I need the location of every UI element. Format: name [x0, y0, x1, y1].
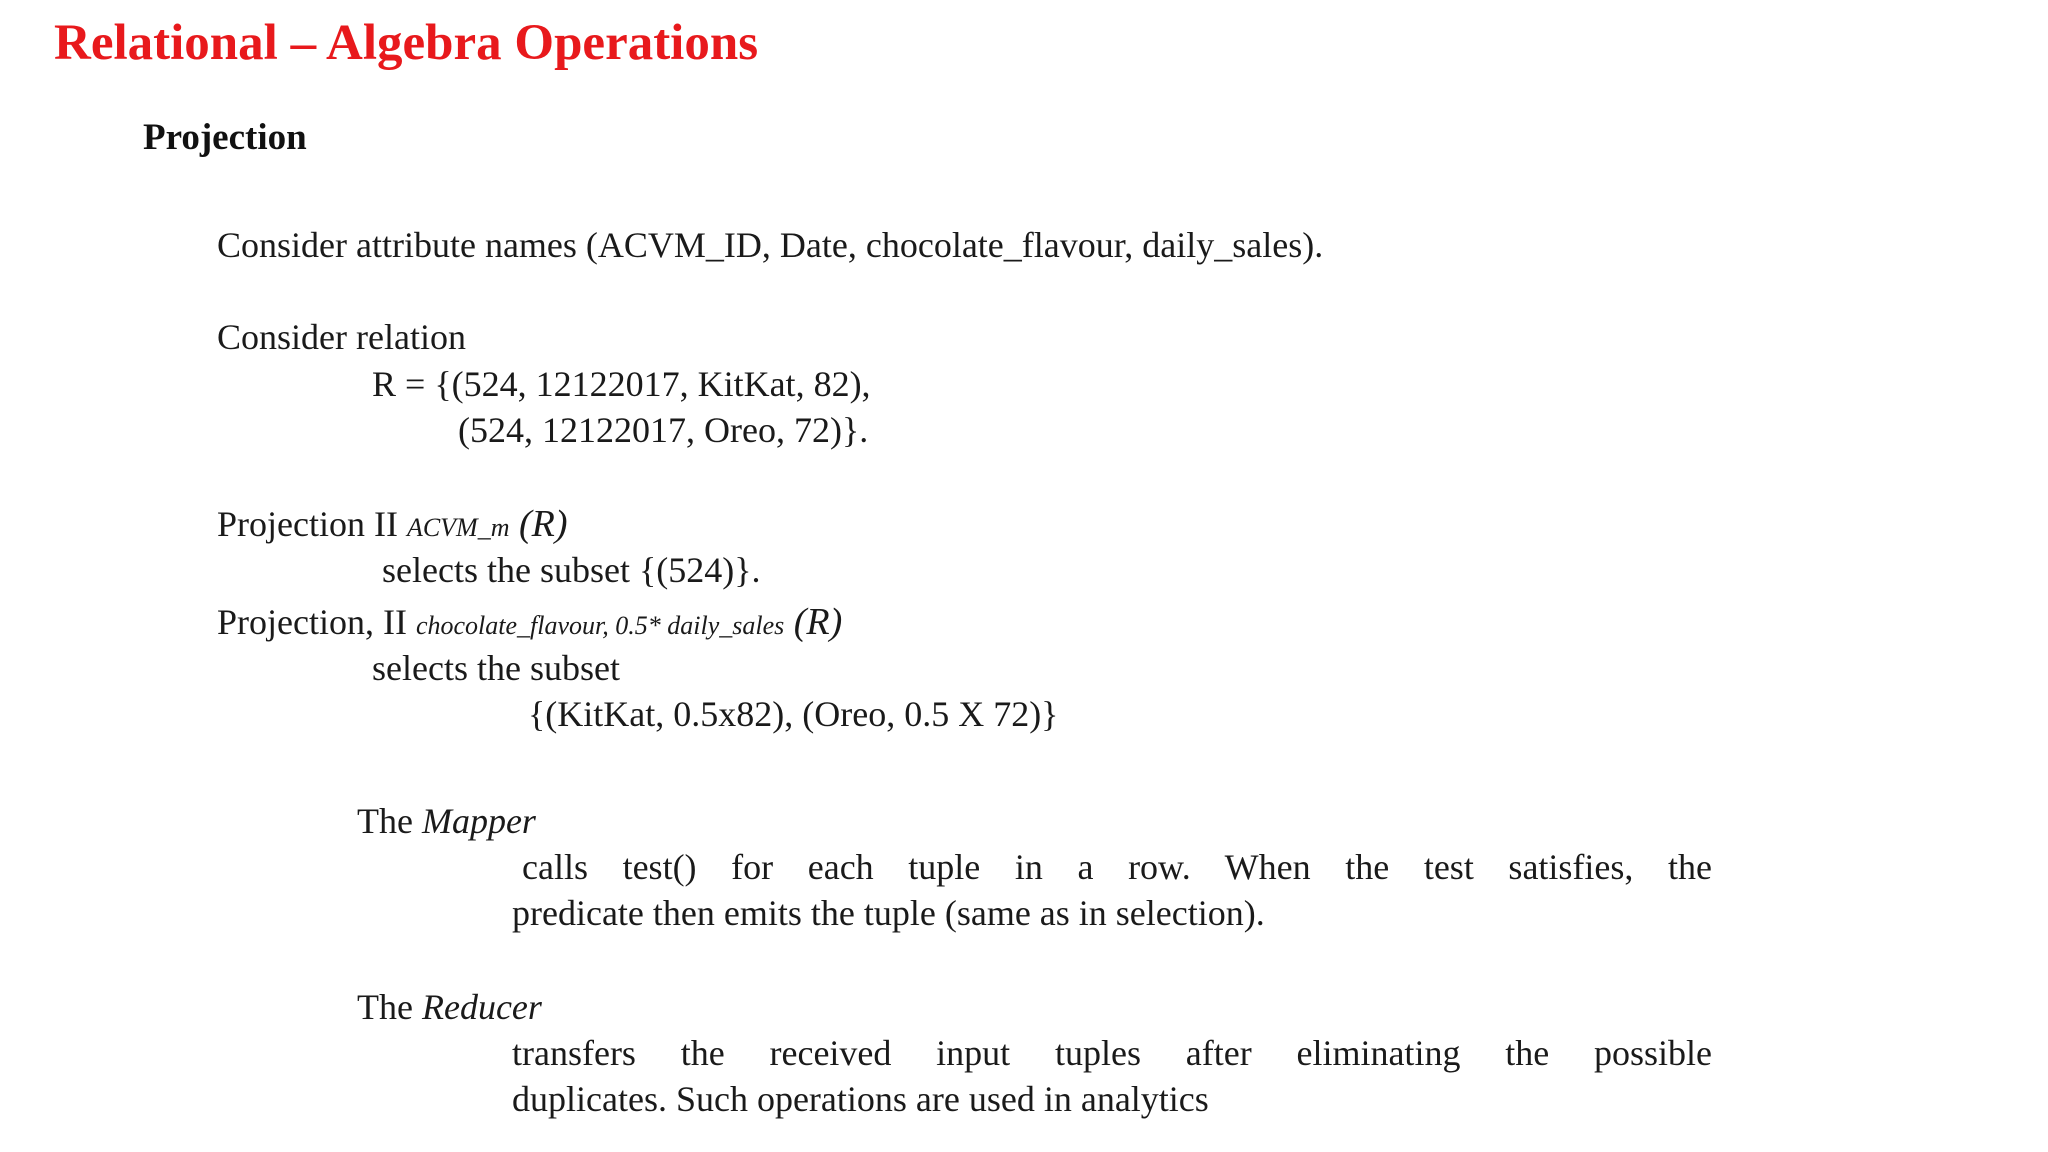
mapper-line-2: predicate then emits the tuple (same as in selection).: [512, 893, 1265, 933]
projection-1-arg: (R): [509, 503, 568, 545]
page-title: Relational – Algebra Operations: [54, 15, 759, 71]
reducer-heading: [357, 986, 542, 1028]
projection-2-arg: (R): [784, 601, 843, 643]
reducer-line-2: duplicates. Such operations are used in analytics: [512, 1079, 1209, 1119]
attributes-line: Consider attribute names (ACVM_ID, Date, chocolate_flavour, daily_sales).: [217, 225, 1324, 265]
projection-2-result-intro: selects the subset: [372, 648, 620, 688]
projection-1-subscript: ACVM_m: [406, 513, 510, 542]
reducer-description: [512, 1030, 1712, 1122]
mapper-name: Mapper: [421, 801, 536, 841]
mapper-prefix: The: [357, 801, 422, 841]
relation-line-2: (524, 12122017, Oreo, 72)}.: [458, 410, 869, 450]
projection-2-result-set: {(KitKat, 0.5x82), (Oreo, 0.5 X 72)}: [528, 694, 1059, 734]
reducer-name: Reducer: [421, 987, 542, 1027]
section-heading: Projection: [143, 117, 307, 158]
projection-1-label: Projection II: [217, 504, 407, 544]
mapper-heading: [357, 800, 536, 842]
reducer-line-1: transfers the received input tuples after eliminating the possible: [512, 1033, 1712, 1073]
reducer-prefix: The: [357, 987, 422, 1027]
projection-2-label: Projection, II: [217, 602, 416, 642]
mapper-line-1: calls test() for each tuple in a row. When the test satisfies, the: [522, 847, 1712, 887]
projection-2-subscript: chocolate_flavour, 0.5* daily_sales: [415, 611, 785, 640]
mapper-description: [512, 844, 1712, 936]
relation-line-1: R = {(524, 12122017, KitKat, 82),: [372, 364, 871, 404]
projection-1-result: selects the subset {(524)}.: [382, 550, 761, 590]
relation-intro: Consider relation: [217, 317, 466, 357]
projection-1-expression: [217, 502, 568, 546]
projection-2-expression: [217, 600, 842, 644]
